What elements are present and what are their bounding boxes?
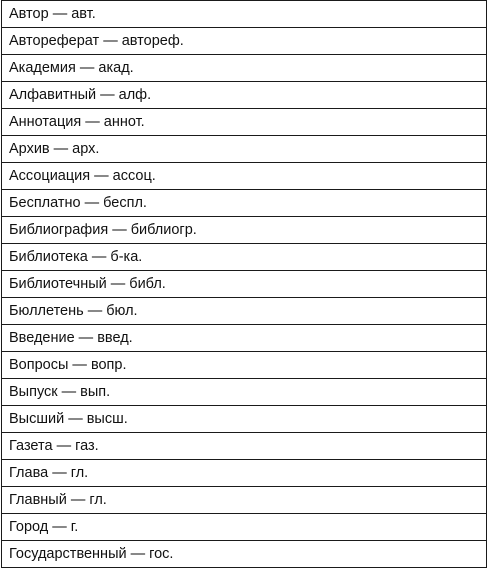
- table-row: [2, 379, 487, 406]
- table-row: [2, 28, 487, 55]
- table-row: [2, 298, 487, 325]
- table-cell: Введение — введ.: [2, 325, 487, 352]
- table-cell: Алфавитный — алф.: [2, 82, 487, 109]
- table-row: [2, 136, 487, 163]
- table-cell: Вопросы — вопр.: [2, 352, 487, 379]
- table-cell: Библиотечный — библ.: [2, 271, 487, 298]
- table-row: [2, 325, 487, 352]
- table-row: [2, 244, 487, 271]
- table-cell: Государственный — гос.: [2, 541, 487, 568]
- table-row: [2, 514, 487, 541]
- table-row: [2, 541, 487, 568]
- table-row: [2, 1, 487, 28]
- table-row: [2, 109, 487, 136]
- table-row: [2, 487, 487, 514]
- table-cell: Газета — газ.: [2, 433, 487, 460]
- table-cell: Высший — высш.: [2, 406, 487, 433]
- table-row: [2, 406, 487, 433]
- table-cell: Библиография — библиогр.: [2, 217, 487, 244]
- table-row: [2, 460, 487, 487]
- table-row: [2, 190, 487, 217]
- table-cell: Автореферат — автореф.: [2, 28, 487, 55]
- table-row: [2, 217, 487, 244]
- table-cell: Главный — гл.: [2, 487, 487, 514]
- table-cell: Глава — гл.: [2, 460, 487, 487]
- table-row: [2, 352, 487, 379]
- abbreviations-table-body: [2, 1, 487, 568]
- table-row: [2, 163, 487, 190]
- table-cell: Выпуск — вып.: [2, 379, 487, 406]
- table-row: [2, 55, 487, 82]
- table-row: [2, 271, 487, 298]
- table-cell: Бесплатно — беспл.: [2, 190, 487, 217]
- table-row: [2, 433, 487, 460]
- table-cell: Аннотация — аннот.: [2, 109, 487, 136]
- table-cell: Библиотека — б-ка.: [2, 244, 487, 271]
- abbreviations-table: [1, 0, 487, 568]
- table-cell: Академия — акад.: [2, 55, 487, 82]
- table-cell: Город — г.: [2, 514, 487, 541]
- table-cell: Ассоциация — ассоц.: [2, 163, 487, 190]
- table-cell: Автор — авт.: [2, 1, 487, 28]
- table-row: [2, 82, 487, 109]
- table-cell: Архив — арх.: [2, 136, 487, 163]
- table-cell: Бюллетень — бюл.: [2, 298, 487, 325]
